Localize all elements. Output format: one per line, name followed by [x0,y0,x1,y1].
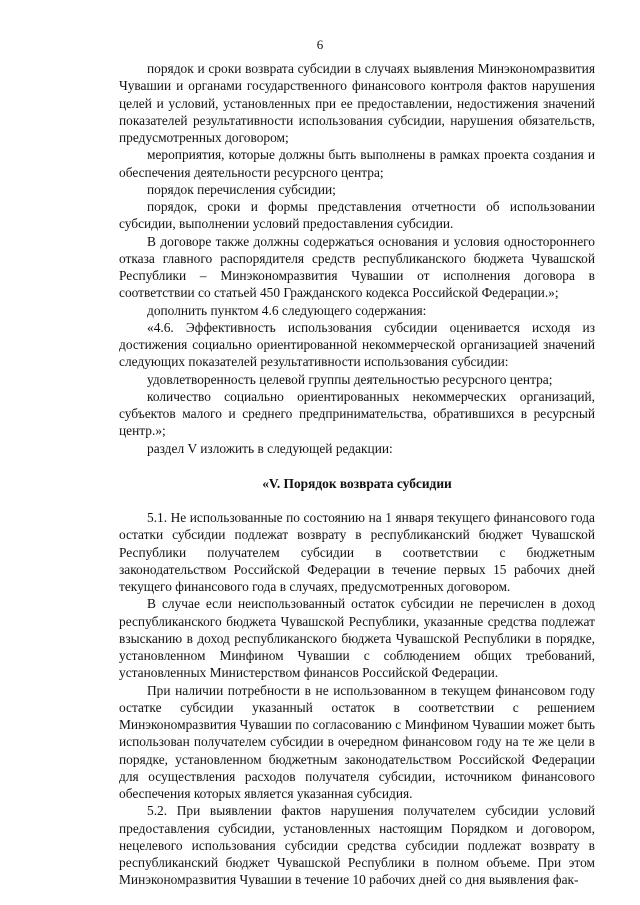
paragraph-reporting: порядок, сроки и формы представления отчетности об использовании субсидии, выполнении условий предоставления субсидии. [119,199,595,232]
paragraph-organizations-indicator: количество социально ориентированных некоммерческих организаций, субъектов малого и среднего предпринимательства, обратившихся в ресурсный центр.»; [119,388,595,439]
section-heading: «V. Порядок возврата субсидии [262,475,452,491]
paragraph-unspent-balance: В случае если неиспользованный остаток субсидии не перечислен в доход республиканского бюджета Чувашской Республики, указанные средства подлежат взысканию в доход республиканского бюджета Чувашской Республики в порядке, установленном Минфином Чувашии с соблюдением общих требований, установленных Министерством финансов Российской Федерации. [119,596,595,681]
paragraph-clause-4-6: «4.6. Эффективность использования субсидии оценивается исходя из достижения социально ориентированной некоммерческой организацией значений следующих показателей результативности использования субсидии: [119,319,595,370]
paragraph-balance-usage: При наличии потребности в не использованном в текущем финансовом году остатке субсидии указанный остаток в соответствии с решением Минэкономразвития Чувашии по согласованию с Минфином Чувашии может быть использован получателем субсидии в очередном финансовом году на те же цели в порядке, установленном бюджетным законодательством Российской Федерации для осуществления расходов получателя субсидии, источником финансового обеспечения которых является указанная субсидия. [119,682,595,801]
paragraph-clause-5-1: 5.1. Не использованные по состоянию на 1 января текущего финансового года остатки субсидии подлежат возврату в республиканский бюджет Чувашской Республики получателем субсидии в соответствии с бюджетным законодательством Российской Федерации в течение первых 15 рабочих дней текущего финансового года в случаях, предусмотренных договором. [119,510,595,594]
paragraph-add-clause: дополнить пунктом 4.6 следующего содержания: [147,302,427,318]
paragraph-return-terms: порядок и сроки возврата субсидии в случаях выявления Минэкономразвития Чувашии и органами государственного финансового контроля фактов нарушения целей и условий, установленных при ее предоставлении, недостижения значений показателей результативности использования субсидии, нарушения обязательств, предусмотренных договором; [119,61,595,145]
paragraph-transfer-procedure: порядок перечисления субсидии; [147,181,336,197]
document-body [119,60,595,889]
paragraph-clause-5-2: 5.2. При выявлении фактов нарушения получателем субсидии условий предоставления субсидии, установленных настоящим Порядком и договором, нецелевого использования субсидии средства субсидии подлежат возврату в республиканский бюджет Чувашской Республики в полном объеме. При этом Минэкономразвития Чувашии в течение 10 рабочих дней со дня выявления фак- [119,803,595,888]
paragraph-unilateral-refusal: В договоре также должны содержаться основания и условия одностороннего отказа главного распорядителя средств республиканского бюджета Чувашской Республики – Минэкономразвития Чувашии от исполнения договора в соответствии со статьей 450 Гражданского кодекса Российской Федерации.»; [119,233,595,301]
paragraph-resource-center-activities: мероприятия, которые должны быть выполнены в рамках проекта создания и обеспечения деятельности ресурсного центра; [119,147,595,180]
page-number: 6 [316,37,324,52]
paragraph-satisfaction-indicator: удовлетворенность целевой группы деятельностью ресурсного центра; [147,371,553,387]
paragraph-section-v-intro: раздел V изложить в следующей редакции: [147,440,393,456]
